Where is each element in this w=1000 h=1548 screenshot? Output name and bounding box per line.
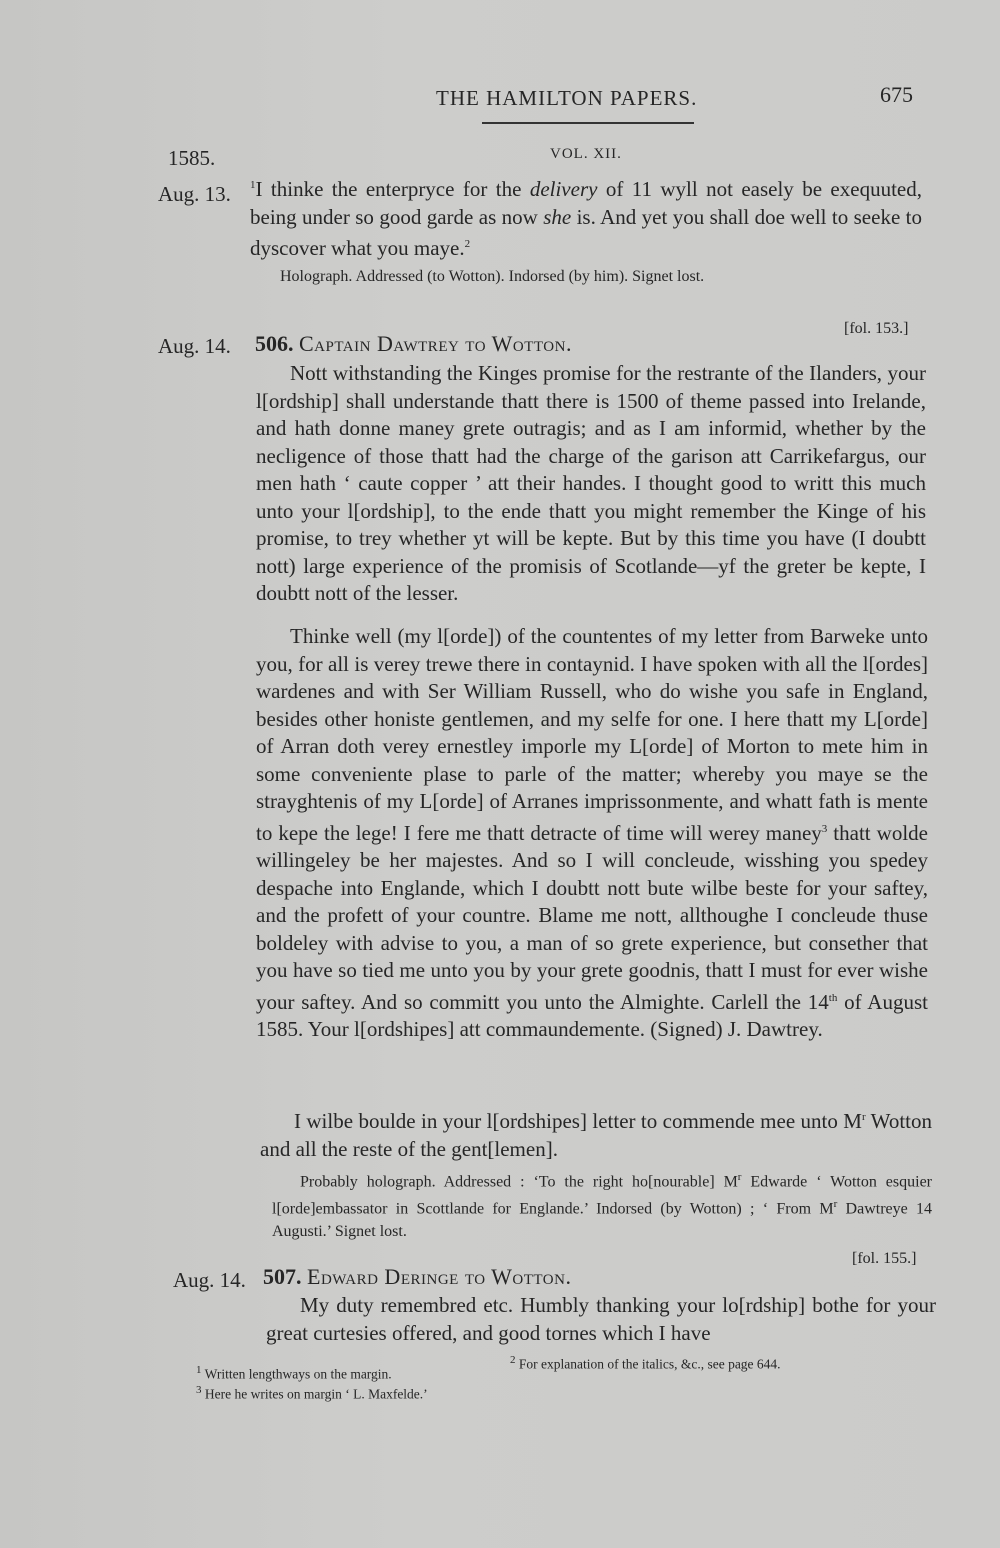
- title-rule: [482, 122, 694, 124]
- letter-heading: [255, 331, 572, 357]
- note-mark: 2: [464, 238, 471, 250]
- year-heading: 1585.: [168, 146, 216, 170]
- letter-date: Aug. 14.: [158, 334, 231, 358]
- footnote: $^3$ Here he writes on margin ‘ L. Maxfelde.’: [196, 1384, 428, 1402]
- letter-paragraph: I wilbe boulde in your l[ordshipes] letter to commende mee unto $M^r$ Wotton and all the reste of the gent[lemen].: [260, 1109, 932, 1161]
- running-title: THE HAMILTON PAPERS.: [436, 86, 698, 110]
- letter-paragraph: My duty remembred etc. Humbly thanking your lo[rdship] bothe for your great curtesies offered, and good tornes which I have: [266, 1293, 936, 1345]
- note-mark: 1: [250, 179, 256, 191]
- letter-paragraph: Thinke well (my l[orde]) of the countentes of my letter from Barweke unto you, for all is verey trewe there in contaynid. I have spoken with all the l[ordes] wardenes and with Ser William Russell, who do wishe you safe in England, besides other honiste gentlemen, and my selfe for one. I here thatt my L[orde] of Arran doth verey ernestley imporle my L[orde] of Morton to mete him in some conveniente plase to parle of the matter; whereby you maye se the strayghtenis of my L[orde] of Arranes imprissonmente, and whatt fath is mente to kepe the lege! I fere me thatt detracte of time will werey maney$^3$ thatt wolde willingeley be her majestes. And so I will concleude, wisshing you spedey despache into Englande, which I doubtt nott bute wilbe beste for your saftey, and the profett of your countre. Blame me nott, allthoughe I concleude thuse boldeley with advise to you, a man of so grete experience, but consether that you have so tied me unto you by your grete goodnis, thatt I must for ever wishe your saftey. And so committ you unto the Almighte. Carlell the 14th of August 1585. Your l[ordshipes] att commaundemente. (Signed) J. Dawtrey.: [256, 624, 928, 1041]
- letter-number: 507.: [263, 1264, 302, 1289]
- folio-reference: [fol. 155.]: [852, 1250, 917, 1267]
- entry-date: Aug. 13.: [158, 182, 231, 206]
- continued-paragraph: $^1$I thinke the enterpryce for the delivery of 11 wyll not easely be exequuted, being under so good garde as now she is. And yet you shall doe well to seeke to dyscover what you maye.$^2$: [250, 177, 922, 260]
- archival-note: Holograph. Addressed (to Wotton). Indorsed (by him). Signet lost.: [280, 268, 705, 285]
- letter-number: 506.: [255, 331, 294, 356]
- page-number: 675: [880, 82, 913, 107]
- letter-title: Captain Dawtrey to Wotton.: [299, 331, 572, 356]
- archival-note: Probably holograph. Addressed : ‘To the right ho[nourable] $M^r$ Edwarde ‘ Wotton esquier l[orde]embassator in Scottlande for Englande.’ Indorsed (by Wotton) ; ‘ From $M^r$ Dawtreye 14 Augusti.’ Signet lost.: [272, 1171, 933, 1240]
- letter-heading: [263, 1264, 571, 1290]
- volume-heading: VOL. XII.: [550, 146, 622, 162]
- folio-reference: [fol. 153.]: [844, 320, 909, 337]
- letter-paragraph: Nott withstanding the Kinges promise for the restrante of the Ilanders, your l[ordship] shall understande thatt there is 1500 of theme passed into Irelande, and hath donne maney grete outragis; and as I am informid, whether by the necligence of those thatt had the charge of the garison att Carrikefargus, our men hath ‘ caute copper ’ att their handes. I thought good to writt this much unto your l[ordship], to the ende thatt you might remember the Kinge of his promise, to trey whether yt will be kepte. But by this time you have (I doubtt nott) large experience of the promisis of Scotlande—yf the greter be kepte, I doubtt nott of the lesser.: [256, 361, 926, 605]
- footnote: $^2$ For explanation of the italics, &c., see page 644.: [510, 1354, 781, 1372]
- letter-date: Aug. 14.: [173, 1268, 246, 1292]
- letter-title: Edward Deringe to Wotton.: [307, 1264, 572, 1289]
- footnote: $^1$ Written lengthways on the margin.: [196, 1364, 392, 1382]
